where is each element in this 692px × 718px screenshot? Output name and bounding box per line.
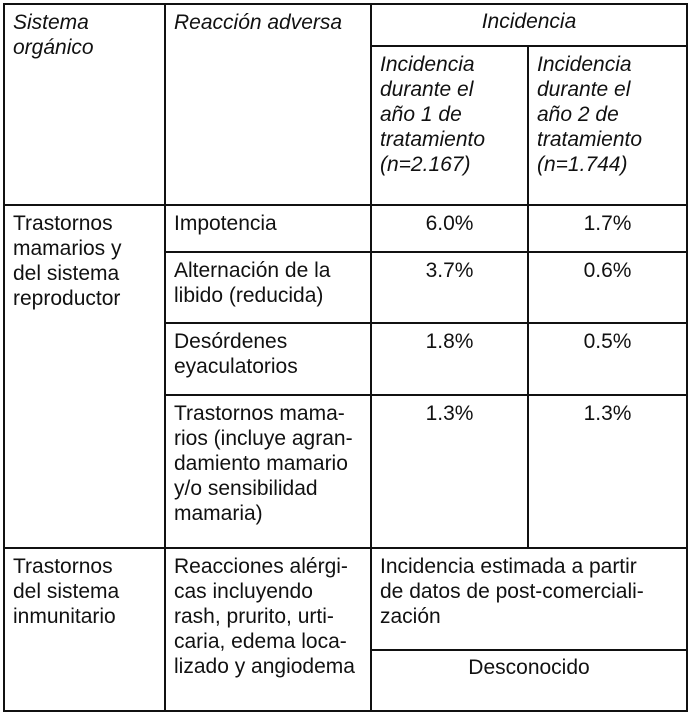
incidence-value: Desconocido (371, 650, 687, 711)
incidence-note-line: de datos de post-comerciali- (380, 580, 644, 604)
reaction-line: rash, prurito, urti- (174, 605, 334, 629)
adverse-reactions-table (3, 3, 688, 712)
header-year2-line: año 2 de (537, 102, 619, 126)
reaction-cell (165, 323, 371, 395)
system-cell (4, 548, 165, 711)
system-line: del sistema (13, 580, 120, 604)
system-cell (4, 205, 165, 548)
reaction-cell (165, 252, 371, 323)
header-year1-line: tratamiento (380, 127, 486, 151)
reaction-line: caria, edema loca- (174, 630, 347, 654)
header-year2-line: Incidencia (537, 52, 632, 76)
year1-value: 6.0% (371, 205, 528, 252)
year2-value: 0.5% (528, 323, 687, 395)
reaction-line: Trastornos mama- (174, 402, 345, 425)
reaction-cell (165, 395, 371, 548)
header-year1-line: (n=2.167) (380, 152, 471, 176)
reaction-line: y/o sensibilidad (174, 477, 318, 500)
reaction-line: Impotencia (174, 212, 277, 236)
header-adverse-reaction: Reacción adversa (165, 4, 371, 205)
reaction-line: libido (reducida) (174, 284, 324, 308)
header-year2-line: durante el (537, 77, 631, 101)
reaction-line: rios (incluye agran- (174, 427, 353, 450)
header-year2 (528, 46, 687, 206)
header-year2-line: tratamiento (537, 127, 643, 151)
header-year1-line: Incidencia (380, 52, 475, 76)
year1-value: 1.8% (371, 323, 528, 395)
year2-value: 1.3% (528, 395, 687, 548)
year2-value: 0.6% (528, 252, 687, 323)
incidence-note (371, 548, 687, 650)
reaction-line: lizado y angiodema (174, 655, 355, 679)
reaction-line: mamaria) (174, 502, 263, 525)
system-line: del sistema (13, 262, 120, 286)
header-organ-system (4, 4, 165, 205)
reaction-line: damiento mamario (174, 452, 348, 475)
year1-value: 1.3% (371, 395, 528, 548)
header-year1-line: año 1 de (380, 102, 462, 126)
incidence-note-line: zación (380, 605, 441, 629)
reaction-line: eyaculatorios (174, 355, 298, 379)
table-row (4, 548, 687, 650)
header-organ-system-line: Sistema (13, 11, 89, 34)
system-line: reproductor (13, 287, 121, 311)
year1-value: 3.7% (371, 252, 528, 323)
reaction-line: cas incluyendo (174, 580, 313, 604)
reaction-line: Alternación de la (174, 259, 331, 283)
header-incidence: Incidencia (371, 4, 687, 46)
year2-value: 1.7% (528, 205, 687, 252)
reaction-line: Desórdenes (174, 330, 288, 354)
reaction-line: Reacciones alérgi- (174, 555, 348, 579)
header-organ-system-line: orgánico (13, 36, 94, 59)
system-line: inmunitario (13, 605, 116, 629)
header-year1 (371, 46, 528, 206)
header-year2-line: (n=1.744) (537, 152, 628, 176)
system-line: mamarios y (13, 237, 122, 261)
header-year1-line: durante el (380, 77, 474, 101)
table-row (4, 205, 687, 252)
reaction-cell (165, 548, 371, 711)
incidence-note-line: Incidencia estimada a partir (380, 555, 637, 579)
system-line: Trastornos (13, 555, 113, 579)
reaction-cell (165, 205, 371, 252)
system-line: Trastornos (13, 212, 113, 236)
